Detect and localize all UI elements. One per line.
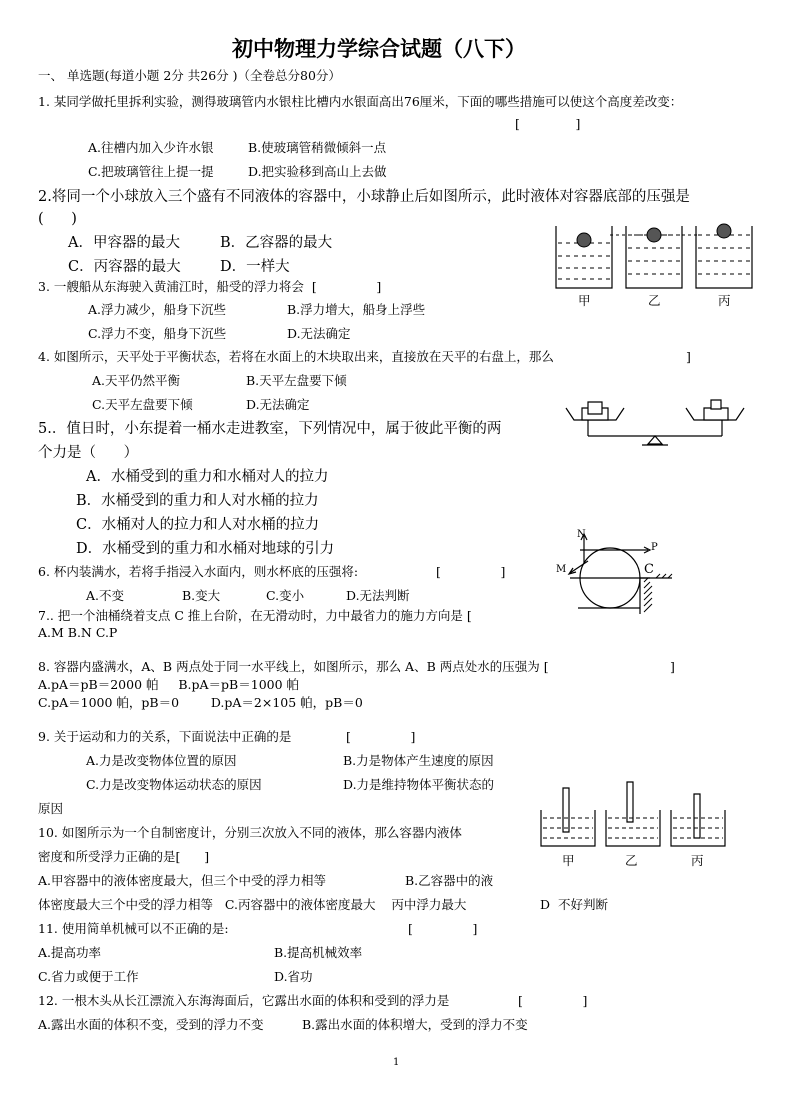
q10-option-d[interactable]: D 不好判断 [540, 897, 608, 912]
q11-option-d[interactable]: D.省功 [274, 969, 313, 984]
q6-option-a[interactable]: A.不变 [86, 588, 125, 603]
q7-figure-oil-drum [548, 528, 698, 623]
q7-options[interactable]: A.M B.N C.P [38, 625, 118, 640]
q3-option-a[interactable]: A.浮力减少，船身下沉些 [88, 302, 227, 317]
q7-label-m: M [556, 564, 567, 575]
q3-option-c[interactable]: C.浮力不变，船身下沉些 [88, 326, 227, 341]
q9-stem: 9. 关于运动和力的关系，下面说法中正确的是 [38, 729, 292, 744]
q2-ball-jia [577, 233, 591, 247]
q2-label-bing: 丙 [718, 293, 731, 308]
q1-option-a[interactable]: A.往槽内加入少许水银 [88, 140, 214, 155]
q4-option-a[interactable]: A.天平仍然平衡 [92, 373, 181, 388]
q4-option-d[interactable]: D.无法确定 [246, 397, 310, 412]
section-heading: 一、 单选题(每道小题 2分 共26分 )（全卷总分80分） [38, 68, 341, 83]
q11-option-b[interactable]: B.提高机械效率 [274, 945, 363, 960]
q10-stem-line1: 10. 如图所示为一个自制密度计，分别三次放入不同的液体，那么容器内液体 [38, 825, 462, 840]
page-number: 1 [393, 1057, 400, 1068]
q9-option-c[interactable]: C.力是改变物体运动状态的原因 [86, 777, 262, 792]
q7-label-n: N [577, 529, 586, 540]
q4-option-b[interactable]: B.天平左盘要下倾 [246, 373, 347, 388]
q12-option-a[interactable]: A.露出水面的体积不变，受到的浮力不变 [38, 1017, 264, 1032]
q4-figure-balance [560, 400, 750, 450]
q3-option-d[interactable]: D.无法确定 [287, 326, 351, 341]
q2-option-b[interactable]: B．乙容器的最大 [220, 235, 333, 251]
q10-stem-line2: 密度和所受浮力正确的是[ ] [38, 849, 210, 864]
q4-bracket-end[interactable]: ] [686, 349, 691, 364]
q8-stem: 8. 容器内盛满水，A、B 两点处于同一水平线上，如图所示，那么 A、B 两点处水的压强为 [ [38, 659, 549, 674]
q5-stem-line1: 5.．值日时，小东提着一桶水走进教室，下列情况中，属于彼此平衡的两 [38, 421, 502, 437]
q10-label-bing: 丙 [691, 853, 704, 868]
q6-stem: 6. 杯内装满水，若将手指浸入水面内，则水杯底的压强将: [38, 564, 359, 579]
q9-answer-bracket[interactable]: [ ] [346, 729, 416, 744]
q10-label-jia: 甲 [562, 853, 575, 868]
q6-option-b[interactable]: B.变大 [182, 588, 221, 603]
q2-answer-paren[interactable]: ( ) [38, 211, 77, 227]
q5-option-d[interactable]: D．水桶受到的重力和水桶对地球的引力 [76, 541, 335, 557]
q5-option-b[interactable]: B．水桶受到的重力和人对水桶的拉力 [76, 493, 319, 509]
q1-answer-bracket[interactable]: [ ] [515, 116, 581, 131]
q3-stem: 3. 一艘船从东海驶入黄浦江时，船受的浮力将会 [ ] [38, 279, 382, 294]
q11-option-c[interactable]: C.省力或便于工作 [38, 969, 139, 984]
page-title: 初中物理力学综合试题（八下） [232, 36, 526, 61]
q7-label-p: P [651, 542, 658, 553]
q7-stem: 7.. 把一个油桶绕着支点 C 推上台阶，在无滑动时，力中最省力的施力方向是 [ [38, 608, 472, 623]
q2-option-c[interactable]: C．丙容器的最大 [68, 259, 181, 275]
q2-option-d[interactable]: D．一样大 [220, 259, 290, 275]
q2-option-a[interactable]: A．甲容器的最大 [68, 235, 180, 251]
q9-option-a[interactable]: A.力是改变物体位置的原因 [86, 753, 237, 768]
q9-option-d[interactable]: D.力是维持物体平衡状态的 [343, 777, 495, 792]
q12-stem: 12. 一根木头从长江漂流入东海海面后，它露出水面的体积和受到的浮力是 [38, 993, 450, 1008]
q11-option-a[interactable]: A.提高功率 [38, 945, 102, 960]
q7-label-c: C [644, 562, 654, 577]
q10-label-yi: 乙 [625, 853, 638, 868]
q9-option-b[interactable]: B.力是物体产生速度的原因 [343, 753, 494, 768]
q1-stem: 1. 某同学做托里拆利实验，测得玻璃管内水银柱比槽内水银面高出76厘米，下面的哪些措施可以使这个高度差改变： [38, 94, 683, 109]
q8-options-line2[interactable]: C.pA＝1000 帕，pB＝0 D.pA＝2×105 帕，pB＝0 [38, 695, 363, 710]
q6-answer-bracket[interactable]: [ ] [436, 564, 506, 579]
q1-option-d[interactable]: D.把实验移到高山上去做 [248, 164, 387, 179]
q3-option-b[interactable]: B.浮力增大，船身上浮些 [287, 302, 426, 317]
q1-option-c[interactable]: C.把玻璃管往上提一提 [88, 164, 214, 179]
q2-stem: 2.将同一个小球放入三个盛有不同液体的容器中，小球静止后如图所示，此时液体对容器底部的压强是 [38, 189, 690, 205]
q5-stem-line2: 个力是（ ） [38, 445, 139, 461]
q12-answer-bracket[interactable]: [ ] [518, 993, 588, 1008]
q5-option-c[interactable]: C．水桶对人的拉力和人对水桶的拉力 [76, 517, 320, 533]
q2-label-jia: 甲 [578, 293, 591, 308]
q2-label-yi: 乙 [648, 293, 661, 308]
q6-option-d[interactable]: D.无法判断 [346, 588, 410, 603]
q8-bracket-end[interactable]: ] [670, 659, 675, 674]
q11-answer-bracket[interactable]: [ ] [408, 921, 478, 936]
q10-options-line4[interactable]: 体密度最大三个中受的浮力相等 C.丙容器中的液体密度最大 丙中浮力最大 [38, 897, 467, 912]
q11-stem: 11. 使用简单机械可以不正确的是: [38, 921, 229, 936]
q8-options-line1[interactable]: A.pA＝pB＝2000 帕 B.pA＝pB＝1000 帕 [38, 677, 300, 692]
q2-ball-bing [717, 224, 731, 238]
q12-option-b[interactable]: B.露出水面的体积增大，受到的浮力不变 [302, 1017, 528, 1032]
q4-stem: 4. 如图所示，天平处于平衡状态，若将在水面上的木块取出来，直接放在天平的右盘上，那么 [38, 349, 554, 364]
q9-option-d-continued: 原因 [38, 801, 64, 816]
q6-option-c[interactable]: C.变小 [266, 588, 305, 603]
q1-option-b[interactable]: B.使玻璃管稍微倾斜一点 [248, 140, 387, 155]
q4-option-c[interactable]: C.天平左盘要下倾 [92, 397, 193, 412]
q5-option-a[interactable]: A．水桶受到的重力和水桶对人的拉力 [86, 469, 329, 485]
q2-ball-yi [647, 228, 661, 242]
q10-option-b[interactable]: B.乙容器中的液 [405, 873, 494, 888]
q10-figure-hydrometers [538, 780, 728, 852]
q10-option-a[interactable]: A.甲容器中的液体密度最大，但三个中受的浮力相等 [38, 873, 327, 888]
